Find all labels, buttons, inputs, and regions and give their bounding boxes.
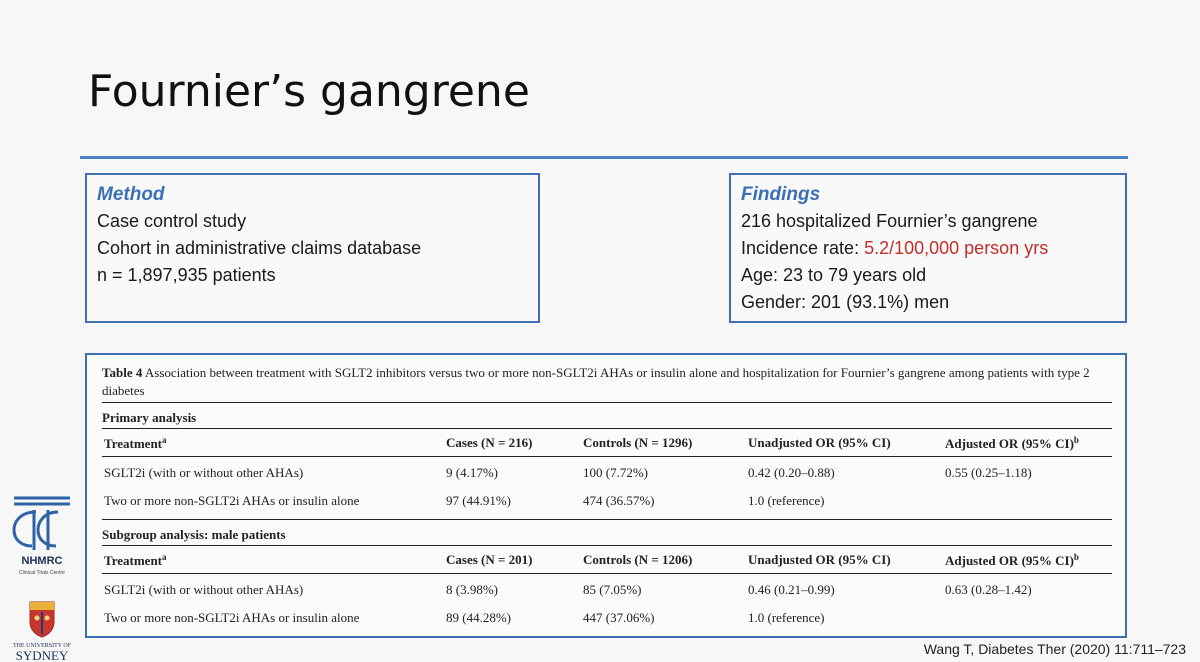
table-row xyxy=(102,493,1112,517)
table-caption xyxy=(102,364,1112,400)
column-header: Unadjusted OR (95% CI) xyxy=(748,552,891,567)
column-header: Treatment$^a$ xyxy=(104,552,167,568)
footnote-marker: b xyxy=(1073,552,1079,562)
subgroup-analysis-label: Subgroup analysis: male patients xyxy=(102,527,286,542)
nhmrc-name: NHMRC xyxy=(21,555,63,567)
table-rule xyxy=(102,428,1112,429)
method-line: Case control study xyxy=(97,211,247,231)
findings-line: Age: 23 to 79 years old xyxy=(741,265,927,285)
column-header: Controls (N = 1296) xyxy=(583,435,693,450)
method-heading: Method xyxy=(97,184,165,205)
table-cell: SGLT2i (with or without other AHAs) xyxy=(104,465,304,480)
nhmrc-sub: Clinical Trials Centre xyxy=(19,570,65,576)
column-header: Unadjusted OR (95% CI) xyxy=(748,435,891,450)
table-cell: 85 (7.05%) xyxy=(583,582,642,597)
title-divider xyxy=(80,156,1128,159)
table-cell: 474 (36.57%) xyxy=(583,493,655,508)
sydney-logo xyxy=(8,600,76,662)
nhmrc-logo xyxy=(8,494,76,578)
results-table xyxy=(85,353,1127,638)
footnote-marker: a xyxy=(162,435,167,445)
method-line: Cohort in administrative claims database xyxy=(97,238,422,258)
table-row xyxy=(102,610,1112,634)
table-cell: 100 (7.72%) xyxy=(583,465,648,480)
findings-heading: Findings xyxy=(741,184,821,205)
column-header: Treatment$^a$ xyxy=(104,435,167,451)
column-header: Cases (N = 201) xyxy=(446,552,533,567)
citation: Wang T, Diabetes Ther (2020) 11:711–723 xyxy=(923,641,1186,657)
table-cell: 97 (44.91%) xyxy=(446,493,511,508)
table-cell: 1.0 (reference) xyxy=(748,610,825,625)
university-crest-icon xyxy=(30,602,54,637)
table-cell: Two or more non-SGLT2i AHAs or insulin alone xyxy=(104,610,360,625)
findings-incidence xyxy=(741,235,1115,262)
table-caption-text: Association between treatment with SGLT2 inhibitors versus two or more non-SGLT2i AHAs or insulin alone and hospitalization for Fournier’s gangrene among patients with type 2 diabetes xyxy=(102,365,1090,398)
slide-title: Fournier’s gangrene xyxy=(88,66,530,117)
footnote-marker: a xyxy=(162,552,167,562)
column-header: Controls (N = 1206) xyxy=(583,552,693,567)
column-header: Adjusted OR (95% CI)$^b$ xyxy=(945,552,1079,568)
primary-analysis-label: Primary analysis xyxy=(102,410,197,425)
findings-box xyxy=(729,173,1127,323)
table-cell: 0.46 (0.21–0.99) xyxy=(748,582,835,597)
column-header: Cases (N = 216) xyxy=(446,435,533,450)
table-row xyxy=(102,465,1112,489)
table-cell: 1.0 (reference) xyxy=(748,493,825,508)
findings-line: 216 hospitalized Fournier’s gangrene xyxy=(741,211,1038,231)
table-cell: 0.55 (0.25–1.18) xyxy=(945,465,1032,480)
table-caption-label: Table 4 xyxy=(102,365,143,380)
table-cell: 0.42 (0.20–0.88) xyxy=(748,465,835,480)
nhmrc-emblem-icon xyxy=(14,498,70,550)
table-rule xyxy=(102,545,1112,546)
table-cell: 447 (37.06%) xyxy=(583,610,655,625)
table-cell: 9 (4.17%) xyxy=(446,465,498,480)
method-line: n = 1,897,935 patients xyxy=(97,265,276,285)
incidence-value: 5.2/100,000 person yrs xyxy=(864,238,1049,258)
table-row xyxy=(102,582,1112,606)
findings-line: Gender: 201 (93.1%) men xyxy=(741,292,950,312)
table-cell: 0.63 (0.28–1.42) xyxy=(945,582,1032,597)
table-cell: Two or more non-SGLT2i AHAs or insulin alone xyxy=(104,493,360,508)
table-cell: 8 (3.98%) xyxy=(446,582,498,597)
method-box xyxy=(85,173,540,323)
sydney-top-text: THE UNIVERSITY OF xyxy=(12,643,72,649)
table-rule xyxy=(102,402,1112,403)
table-rule xyxy=(102,519,1112,520)
sydney-name: SYDNEY xyxy=(15,648,69,662)
table-cell: 89 (44.28%) xyxy=(446,610,511,625)
table-cell: SGLT2i (with or without other AHAs) xyxy=(104,582,304,597)
column-header: Adjusted OR (95% CI)$^b$ xyxy=(945,435,1079,451)
incidence-label: Incidence rate: xyxy=(741,238,865,258)
table-rule xyxy=(102,456,1112,457)
table-rule xyxy=(102,573,1112,574)
footnote-marker: b xyxy=(1073,435,1079,445)
